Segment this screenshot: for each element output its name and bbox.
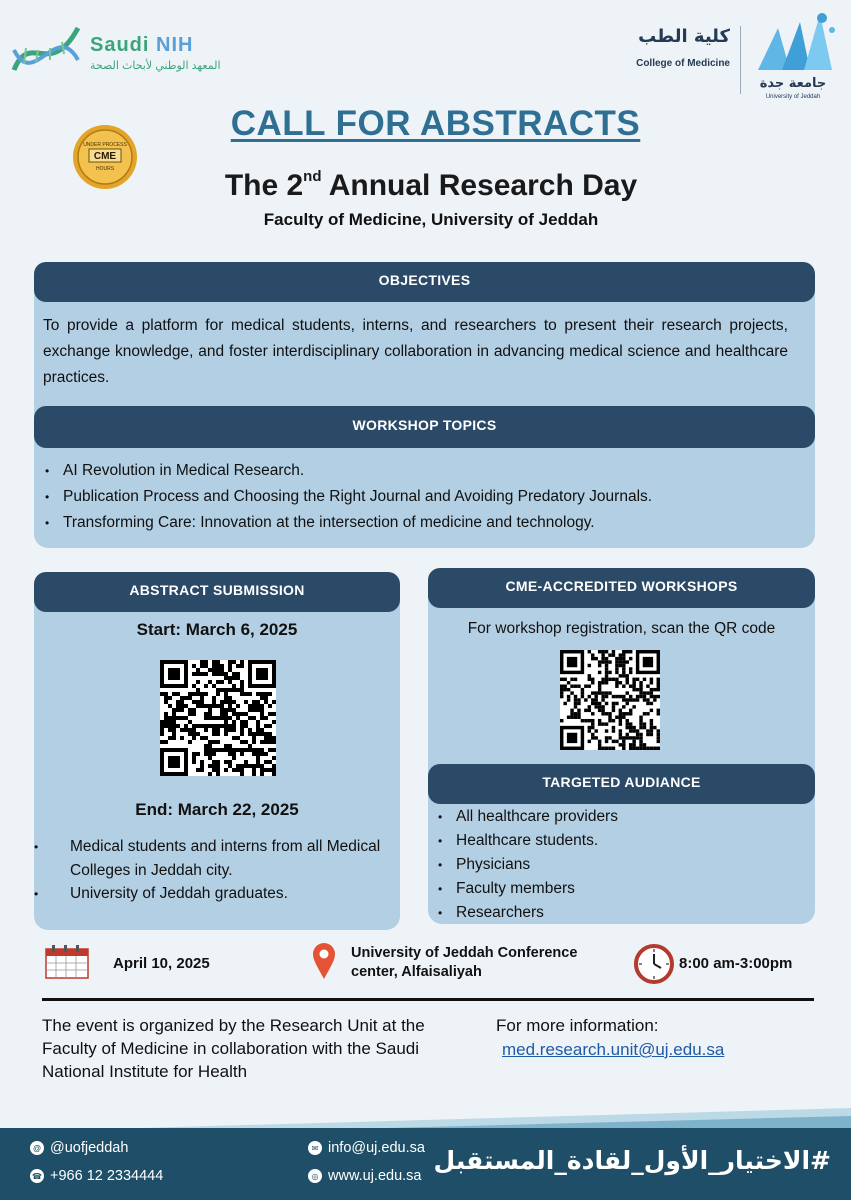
- list-item: • Publication Process and Choosing the Right Journal and Avoiding Predatory Journals.: [45, 484, 805, 510]
- dna-helix-icon: [10, 20, 82, 82]
- list-item: • Researchers: [438, 901, 798, 925]
- submission-start-date: Start: March 6, 2025: [136, 620, 298, 639]
- phone-number[interactable]: ☎ +966 12 2334444: [30, 1168, 163, 1184]
- organizer-text: The event is organized by the Research Unit at the Faculty of Medicine in collaboration with the Saudi National Institute for Health: [42, 1016, 425, 1081]
- mail-icon: ✉: [308, 1141, 322, 1155]
- uj-arabic-name: جامعة جدة: [759, 76, 827, 91]
- uj-emblem-icon: [752, 8, 840, 78]
- social-handle[interactable]: @ @uofjeddah: [30, 1140, 128, 1156]
- workshop-topics-list: [45, 458, 805, 536]
- list-item: • AI Revolution in Medical Research.: [45, 458, 805, 484]
- objectives-text: To provide a platform for medical students, interns, and researchers to present their research projects, exchange knowledge, and foster interdisciplinary collaboration in advancing medical science and healthcare practices.: [43, 317, 788, 386]
- uj-english-name: University of Jeddah: [765, 94, 821, 100]
- cme-workshops-heading: CME-ACCREDITED WORKSHOPS: [428, 568, 815, 608]
- calendar-icon: [44, 944, 90, 980]
- globe-icon: ◎: [308, 1169, 322, 1183]
- more-info-label: For more information:: [496, 1016, 659, 1035]
- footer-email[interactable]: ✉ info@uj.edu.sa: [308, 1140, 425, 1156]
- targeted-audience-list: [438, 805, 798, 925]
- list-item: • University of Jeddah graduates.: [52, 882, 382, 906]
- list-item: • Medical students and interns from all Medical Colleges in Jeddah city.: [52, 835, 382, 882]
- event-date: April 10, 2025: [113, 955, 210, 972]
- saudi-nih-logo: [10, 20, 240, 84]
- call-for-abstracts-title: CALL FOR ABSTRACTS: [230, 104, 641, 143]
- divider: [42, 998, 814, 1001]
- university-slogan: #الاختيار_الأول_لقادة_المستقبل: [433, 1146, 831, 1175]
- workshop-topics-heading: WORKSHOP TOPICS: [34, 406, 815, 448]
- targeted-audience-heading: TARGETED AUDIANCE: [428, 764, 815, 804]
- event-time: 8:00 am-3:00pm: [679, 955, 793, 972]
- footer-bar: [0, 1128, 851, 1200]
- list-item: • Transforming Care: Innovation at the intersection of medicine and technology.: [45, 510, 805, 536]
- eligibility-list: [52, 835, 382, 906]
- university-logo: [630, 8, 845, 100]
- list-item: • Faculty members: [438, 877, 798, 901]
- abstract-submission-heading: ABSTRACT SUBMISSION: [34, 572, 400, 612]
- submission-end-date: End: March 22, 2025: [135, 800, 299, 819]
- nih-arabic-name: المعهد الوطني لأبحاث الصحة: [90, 60, 221, 72]
- nih-name-a: Saudi: [90, 34, 150, 56]
- list-item: • All healthcare providers: [438, 805, 798, 829]
- workshop-registration-text: For workshop registration, scan the QR code: [467, 620, 776, 637]
- objectives-heading: OBJECTIVES: [34, 262, 815, 302]
- nih-name-b: NIH: [156, 34, 194, 56]
- social-media-icon: @: [30, 1141, 44, 1155]
- faculty-subtitle: Faculty of Medicine, University of Jeddah: [263, 210, 599, 229]
- badge-line-2: CME: [93, 151, 117, 162]
- clock-icon: [634, 944, 674, 984]
- workshop-qr-code[interactable]: [560, 650, 660, 750]
- badge-line-3: HOURS: [95, 166, 115, 172]
- phone-icon: ☎: [30, 1169, 44, 1183]
- college-arabic-name: كلية الطب: [638, 26, 730, 47]
- event-title: The 2nd Annual Research Day: [224, 168, 638, 202]
- list-item: • Physicians: [438, 853, 798, 877]
- event-venue: University of Jeddah Conference center, Alfaisaliyah: [351, 945, 578, 980]
- list-item: • Healthcare students.: [438, 829, 798, 853]
- logo-divider: [740, 26, 741, 94]
- badge-line-1: UNDER PROCESS: [83, 142, 127, 148]
- submission-qr-code[interactable]: [160, 660, 276, 776]
- location-pin-icon: [312, 942, 336, 980]
- contact-email-link[interactable]: med.research.unit@uj.edu.sa: [502, 1040, 725, 1059]
- footer-website[interactable]: ◎ www.uj.edu.sa: [308, 1168, 422, 1184]
- college-english-name: College of Medicine: [636, 58, 730, 69]
